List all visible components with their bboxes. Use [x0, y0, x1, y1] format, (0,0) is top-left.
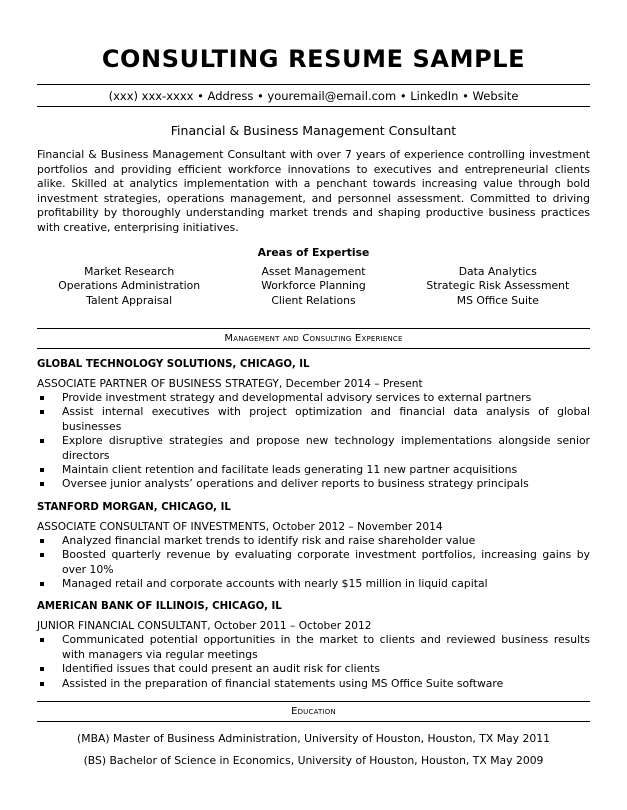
employer-name: AMERICAN BANK OF ILLINOIS, CHICAGO, IL — [37, 601, 282, 613]
bullet-icon — [40, 667, 44, 671]
education-heading-text: Education — [291, 706, 336, 718]
bullet-item: Explore disruptive strategies and propose new technology implementations alongside senior directors — [37, 434, 590, 463]
job-bullets — [37, 633, 590, 691]
education-entry: (BS) Bachelor of Science in Economics, University of Houston, Houston, TX May 2009 — [83, 754, 544, 768]
expertise-item: MS Office Suite — [456, 294, 539, 308]
expertise-heading: Areas of Expertise — [257, 245, 370, 259]
bullet-item: Analyzed financial market trends to identify risk and raise shareholder value — [37, 534, 590, 548]
bullet-icon — [40, 468, 44, 472]
employer-name: GLOBAL TECHNOLOGY SOLUTIONS, CHICAGO, IL — [37, 358, 310, 370]
job-entry — [37, 600, 590, 691]
bullet-item: Oversee junior analysts’ operations and deliver reports to business strategy principals — [37, 477, 590, 491]
contact-bar — [37, 84, 590, 107]
expertise-item: Data Analytics — [458, 264, 537, 278]
bullet-icon — [40, 396, 44, 400]
job-bullets — [37, 391, 590, 492]
professional-headline: Financial & Business Management Consultant — [170, 123, 457, 138]
expertise-item: Strategic Risk Assessment — [426, 279, 570, 293]
expertise-grid — [37, 265, 590, 309]
education-section-heading — [37, 701, 590, 722]
job-entry — [37, 501, 590, 592]
bullet-icon — [40, 682, 44, 686]
expertise-item: Talent Appraisal — [86, 294, 173, 308]
bullet-icon — [40, 482, 44, 486]
resume-title: CONSULTING RESUME SAMPLE — [101, 45, 526, 73]
experience-heading-text: Management and Consulting Experience — [224, 332, 403, 344]
expertise-item: Client Relations — [271, 294, 356, 308]
bullet-item: Assisted in the preparation of financial statements using MS Office Suite software — [37, 677, 590, 691]
expertise-item: Market Research — [84, 264, 175, 278]
bullet-item: Identified issues that could present an audit risk for clients — [37, 662, 590, 676]
employer-name: STANFORD MORGAN, CHICAGO, IL — [37, 501, 231, 513]
bullet-icon — [40, 439, 44, 443]
job-entry — [37, 358, 590, 492]
bullet-item: Assist internal executives with project optimization and financial data analysis of global businesses — [37, 405, 590, 434]
bullet-icon — [40, 638, 44, 642]
bullet-item: Provide investment strategy and developmental advisory services to external partners — [37, 391, 590, 405]
expertise-item: Operations Administration — [58, 279, 201, 293]
bullet-icon — [40, 553, 44, 557]
job-role: ASSOCIATE PARTNER OF BUSINESS STRATEGY, December 2014 – Present — [37, 377, 423, 390]
job-bullets — [37, 534, 590, 592]
bullet-item: Boosted quarterly revenue by evaluating corporate investment portfolios, increasing gains by over 10% — [37, 548, 590, 577]
job-role: JUNIOR FINANCIAL CONSULTANT, October 2011 – October 2012 — [37, 620, 372, 633]
expertise-item: Asset Management — [261, 264, 366, 278]
contact-info: (xxx) xxx-xxxx • Address • youremail@email.com • LinkedIn • Website — [108, 89, 519, 103]
bullet-item: Managed retail and corporate accounts with nearly $15 million in liquid capital — [37, 577, 590, 591]
bullet-icon — [40, 410, 44, 414]
experience-section-heading — [37, 328, 590, 349]
professional-summary: Financial & Business Management Consultant with over 7 years of experience controlling investment portfolios and providing efficient workforce innovations to executives and entrepreneurial clients alike. Skilled at analytics implementation with a penchant towards increasing value through bold investment strategies, operations management, and personnel assessment. Committed to driving profitability by thoroughly understanding market trends and shaping productive business practices with creative, enterprising initiatives. — [37, 148, 590, 234]
bullet-icon — [40, 582, 44, 586]
education-entry: (MBA) Master of Business Administration, University of Houston, Houston, TX May 2011 — [77, 732, 550, 746]
job-role: ASSOCIATE CONSULTANT OF INVESTMENTS, October 2012 – November 2014 — [37, 520, 443, 533]
bullet-item: Maintain client retention and facilitate leads generating 11 new partner acquisitions — [37, 463, 590, 477]
expertise-item: Workforce Planning — [261, 279, 366, 293]
bullet-icon — [40, 539, 44, 543]
bullet-item: Communicated potential opportunities in the market to clients and reviewed business results with managers via regular meetings — [37, 633, 590, 662]
